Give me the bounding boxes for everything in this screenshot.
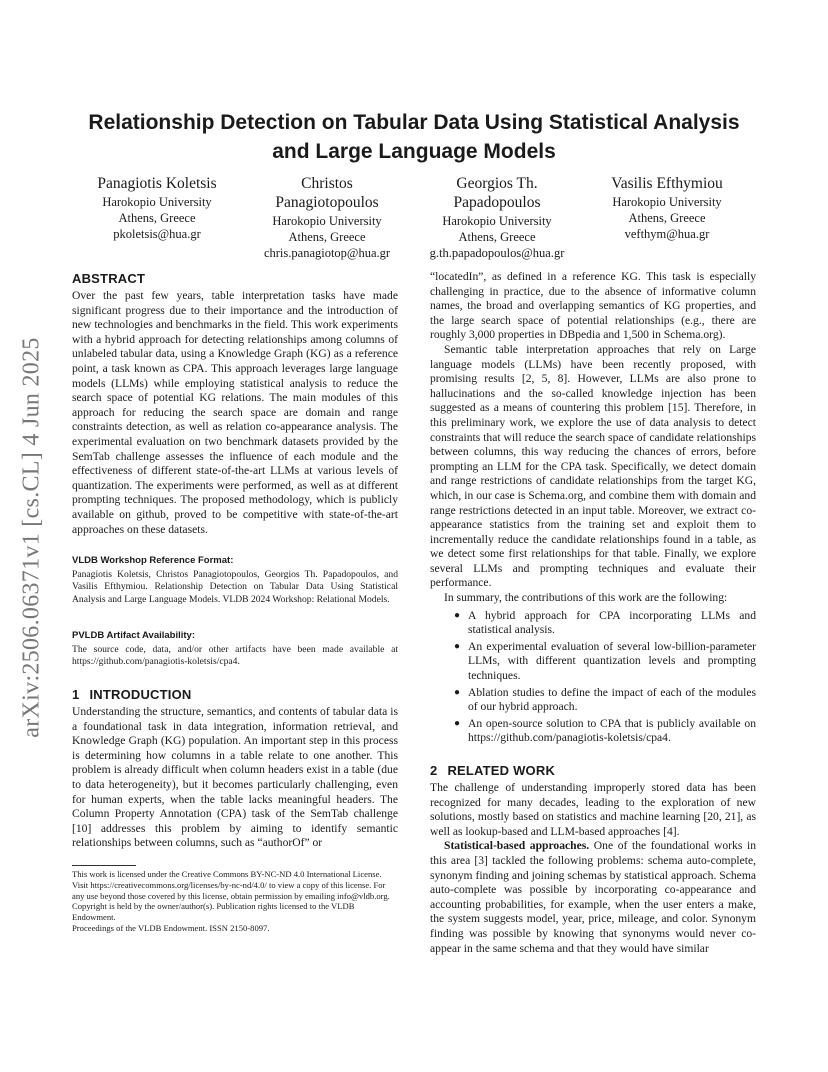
statistical-approaches-lead: Statistical-based approaches. [444,839,590,853]
abstract-heading: ABSTRACT [72,271,146,286]
author-email: g.th.papadopoulos@hua.gr [429,246,565,260]
proceedings-footnote: Proceedings of the VLDB Endowment. ISSN 2150-8097. [72,923,270,934]
author-location: Athens, Greece [118,211,196,225]
author-email: vefthym@hua.gr [624,227,710,241]
artifact-text: The source code, data, and/or other artifacts have been made available at https://github.com/panagiotis-koletsis/cpa4. [72,643,398,667]
author-location: Athens, Greece [288,230,366,244]
contributions-intro: In summary, the contributions of this work are the following: [444,591,728,605]
introduction-text: Understanding the structure, semantics, and contents of tabular data is a foundational task in data integration, information retrieval, and Knowledge Graph (KG) population. An important step in this process is determining how columns in a table relate to one another. This problem is already difficult when column headers exist in a table (due to data heterogeneity), but it becomes particularly challenging, even for human experts, when the table lacks meaningful headers. The Column Property Annotation (CPA) task of the SemTab challenge [10] addresses this problem by aiming to identify semantic relationships between columns, such as “authorOf” or [72,705,398,850]
paragraph-semantic-interpretation: Semantic table interpretation approaches that rely on Large language models (LLMs) have been recently proposed, with promising results [2, 5, 8]. However, LLMs are also prone to hallucinations and the so-called knowledge injection has been suggested as a means of countering this problem [15]. Therefore, in this preliminary work, we explore the use of data analysis to detect constraints that will reduce the search space of candidate relationships between columns, this way reducing the chances of errors, before prompting an LLM for the CPA task. Specifically, we detect domain and range restrictions of candidate relationships from the target KG, which, in our case is Schema.org, and combine them with domain and range restrictions detected in an input table. Moreover, we extract co-appearance statistics from the training set and exploit them to incrementally reduce the candidate relationships found in a table, as we detect some first relationships for that table. Finally, we explore several LLMs and prompting techniques and evaluate their performance. [430,342,756,590]
title-line-2: and Large Language Models [272,140,556,163]
author-location: Athens, Greece [458,230,536,244]
contributions-list [430,609,756,746]
author-affiliation: Harokopio University [102,195,212,209]
introduction-heading: 1 INTRODUCTION [72,687,192,703]
bullet-icon: ● [454,609,461,621]
author-name: Georgios Th. Papadopoulos [453,175,541,211]
author-4 [582,174,752,261]
reference-format-heading: VLDB Workshop Reference Format: [72,555,234,567]
author-email: chris.panagiotop@hua.gr [263,246,391,260]
author-block [72,174,752,261]
arxiv-identifier: arXiv:2506.06371v1 [cs.CL] 4 Jun 2025 [18,336,45,738]
author-email: pkoletsis@hua.gr [113,227,201,241]
statistical-approaches-paragraph: Statistical-based approaches. One of the foundational works in this area [3] tackled the following problems: schema auto-complete, synonym finding and joining schemas by statistical approach. Schema auto-complete was possible by incorporating co-appearance and accounting probabilities, for example, when the user enters a make, the system suggests model, year, price, mileage, and color. Synonym finding was possible by knowing that synonyms would never co-appear in the same schema and that they would have similar [430,839,756,955]
related-work-text: The challenge of understanding improperly stored data has been recognized for many decades, leading to the exploration of new solutions, mostly based on statistics and machine learning [20, 21], as well as lookup-based and LLM-based approaches [4]. [430,781,756,838]
bullet-icon: ● [454,686,461,698]
right-column [430,270,756,956]
author-affiliation: Harokopio University [442,214,552,228]
author-name: Panagiotis Koletsis [97,175,217,192]
paragraph-located-in: “locatedIn”, as defined in a reference KG. This task is especially challenging in practice, due to the absence of informative column names, the broad and overlapping semantics of KG properties, and the large search space of potential relationships (e.g., there are roughly 3,000 properties in DBpedia and 1,500 in Schema.org). [430,270,756,342]
author-affiliation: Harokopio University [272,214,382,228]
list-item: ● Ablation studies to define the impact of each of the modules of our hybrid approach. [454,685,756,714]
bullet-icon: ● [454,640,461,652]
list-item: ● An experimental evaluation of several low-billion-parameter LLMs, with different quantization levels and prompting techniques. [454,639,756,683]
artifact-heading: PVLDB Artifact Availability: [72,629,195,641]
reference-format-text: Panagiotis Koletsis, Christos Panagiotopoulos, Georgios Th. Papadopoulos, and Vasilis Efthymiou. Relationship Detection on Tabular Data Using Statistical Analysis and Large Language Models. VLDB 2024 Workshop: Relational Models. [72,569,398,605]
author-name: Vasilis Efthymiou [611,175,723,192]
author-affiliation: Harokopio University [612,195,722,209]
title-line-1: Relationship Detection on Tabular Data Using Statistical Analysis [88,111,740,134]
list-item: ● A hybrid approach for CPA incorporating LLMs and statistical analysis. [454,608,756,637]
author-2 [242,174,412,261]
author-3 [412,174,582,261]
footnote-rule [72,865,136,866]
bullet-icon: ● [454,717,461,729]
abstract-text: Over the past few years, table interpretation tasks have made significant progress due to their importance and the introduction of new technologies and benchmarks in the field. This work experiments with a hybrid approach for detecting relationships among columns of unlabeled tabular data, using a Knowledge Graph (KG) as a reference point, a task known as CPA. This approach leverages large language models (LLMs) while employing statistical analysis to reduce the search space of potential KG relations. The main modules of this approach for reducing the search space are domain and range constraints detection, as well as relation co-appearance analysis. The experimental evaluation on two benchmark datasets provided by the SemTab challenge assesses the influence of each module and the effectiveness of different state-of-the-art LLMs at various levels of quantization. The experiments were performed, as well as at different prompting techniques. The proposed methodology, which is publicly available on github, proved to be competitive with state-of-the-art approaches on these datasets. [72,289,398,536]
author-location: Athens, Greece [628,211,706,225]
paper-title [60,108,768,166]
list-item: ● An open-source solution to CPA that is publicly available on https://github.com/panagiotis-koletsis/cpa4. [454,716,756,745]
arxiv-side-label [14,312,50,762]
author-name: Christos Panagiotopoulos [275,175,379,211]
left-column [72,270,398,934]
related-work-heading: 2 RELATED WORK [430,763,556,778]
license-footnote: This work is licensed under the Creative Commons BY-NC-ND 4.0 International License. Visit https://creativecommons.org/licenses/by-nc-nd/4.0/ to view a copy of this license. For any use beyond those covered by this license, obtain permission by emailing info@vldb.org. Copyright is held by the owner/author(s). Publication rights licensed to the VLDB Endowment. [72,869,390,923]
author-1 [72,174,242,261]
